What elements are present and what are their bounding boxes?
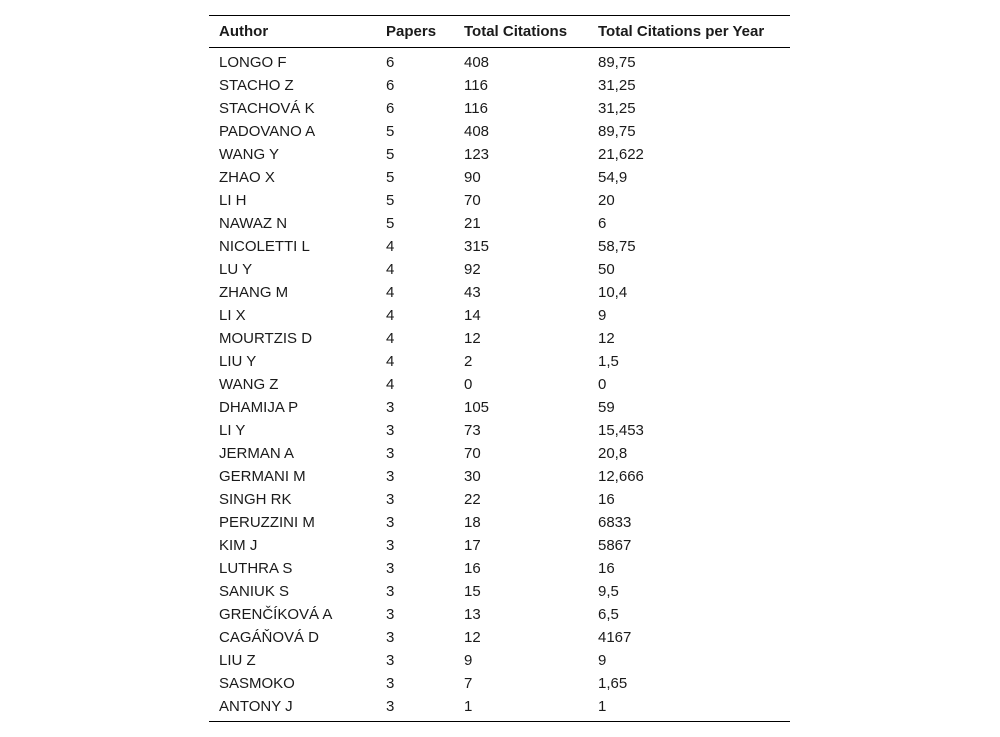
total-citations-cell: 9 (464, 652, 473, 669)
author-cell: STACHOVÁ K (219, 100, 315, 117)
table-row (209, 695, 790, 722)
total-citations-cell: 13 (464, 606, 481, 623)
table-row (209, 48, 790, 75)
citations-per-year-cell: 0 (598, 376, 607, 393)
author-cell: CAGÁŇOVÁ D (219, 629, 320, 646)
table-row (209, 465, 790, 488)
author-cell: LI H (219, 192, 247, 209)
papers-cell: 3 (386, 491, 395, 508)
total-citations-cell: 92 (464, 261, 481, 278)
citations-per-year-cell: 20 (598, 192, 615, 209)
papers-cell: 5 (386, 123, 395, 140)
table-row (209, 120, 790, 143)
author-cell: LI X (219, 307, 246, 324)
total-citations-cell: 22 (464, 491, 481, 508)
citations-per-year-cell: 58,75 (598, 238, 636, 255)
author-cell: GRENČÍKOVÁ A (219, 606, 333, 623)
total-citations-cell: 12 (464, 629, 481, 646)
table-row (209, 373, 790, 396)
author-cell: LIU Z (219, 652, 256, 669)
author-cell: NAWAZ N (219, 215, 288, 232)
citations-per-year-cell: 5867 (598, 537, 632, 554)
papers-cell: 5 (386, 215, 395, 232)
table-row (209, 350, 790, 373)
header-row (209, 16, 790, 48)
author-cell: KIM J (219, 537, 258, 554)
column-header-total-citations: Total Citations (464, 23, 568, 40)
column-header-papers: Papers (386, 23, 437, 40)
total-citations-cell: 18 (464, 514, 481, 531)
author-citations-table (209, 15, 790, 722)
author-cell: LU Y (219, 261, 253, 278)
papers-cell: 4 (386, 353, 395, 370)
table-body (209, 48, 790, 722)
total-citations-cell: 43 (464, 284, 481, 301)
author-cell: WANG Z (219, 376, 279, 393)
table-row (209, 534, 790, 557)
table-row (209, 672, 790, 695)
citations-per-year-cell: 10,4 (598, 284, 628, 301)
papers-cell: 6 (386, 100, 395, 117)
citations-per-year-cell: 20,8 (598, 445, 628, 462)
table-row (209, 166, 790, 189)
citations-per-year-cell: 6,5 (598, 606, 619, 623)
author-cell: NICOLETTI L (219, 238, 310, 255)
citations-per-year-cell: 1,5 (598, 353, 619, 370)
papers-cell: 3 (386, 537, 395, 554)
citations-per-year-cell: 89,75 (598, 54, 636, 71)
citations-per-year-cell: 12 (598, 330, 615, 347)
author-cell: LI Y (219, 422, 246, 439)
papers-cell: 6 (386, 77, 395, 94)
papers-cell: 3 (386, 583, 395, 600)
table-row (209, 258, 790, 281)
table-row (209, 419, 790, 442)
citations-per-year-cell: 89,75 (598, 123, 636, 140)
total-citations-cell: 12 (464, 330, 481, 347)
total-citations-cell: 14 (464, 307, 481, 324)
total-citations-cell: 408 (464, 123, 490, 140)
column-header-citations-per-year: Total Citations per Year (598, 23, 765, 40)
table-row (209, 304, 790, 327)
table-row (209, 143, 790, 166)
papers-cell: 3 (386, 698, 395, 715)
papers-cell: 4 (386, 284, 395, 301)
total-citations-cell: 0 (464, 376, 473, 393)
citations-per-year-cell: 9,5 (598, 583, 619, 600)
citations-per-year-cell: 6 (598, 215, 607, 232)
papers-cell: 6 (386, 54, 395, 71)
table-row (209, 442, 790, 465)
author-cell: DHAMIJA P (219, 399, 299, 416)
table-row (209, 396, 790, 419)
citations-per-year-cell: 16 (598, 560, 615, 577)
papers-cell: 3 (386, 652, 395, 669)
papers-cell: 4 (386, 261, 395, 278)
total-citations-cell: 116 (464, 100, 488, 117)
table-row (209, 235, 790, 258)
citations-per-year-cell: 9 (598, 307, 607, 324)
table-header (209, 16, 790, 48)
table-row (209, 189, 790, 212)
total-citations-cell: 30 (464, 468, 481, 485)
papers-cell: 3 (386, 399, 395, 416)
papers-cell: 4 (386, 376, 395, 393)
citations-per-year-cell: 12,666 (598, 468, 644, 485)
total-citations-cell: 70 (464, 445, 481, 462)
papers-cell: 5 (386, 192, 395, 209)
papers-cell: 4 (386, 238, 395, 255)
papers-cell: 3 (386, 422, 395, 439)
papers-cell: 4 (386, 307, 395, 324)
citations-per-year-cell: 15,453 (598, 422, 644, 439)
citations-per-year-cell: 4167 (598, 629, 632, 646)
table-row (209, 649, 790, 672)
citations-per-year-cell: 6833 (598, 514, 632, 531)
papers-cell: 3 (386, 514, 395, 531)
papers-cell: 3 (386, 606, 395, 623)
total-citations-cell: 73 (464, 422, 481, 439)
total-citations-cell: 105 (464, 399, 490, 416)
total-citations-cell: 315 (464, 238, 490, 255)
author-cell: GERMANI M (219, 468, 306, 485)
total-citations-cell: 16 (464, 560, 481, 577)
author-cell: PERUZZINI M (219, 514, 315, 531)
papers-cell: 5 (386, 146, 395, 163)
papers-cell: 5 (386, 169, 395, 186)
author-cell: ZHAO X (219, 169, 275, 186)
papers-cell: 3 (386, 675, 395, 692)
table-row (209, 327, 790, 350)
total-citations-cell: 15 (464, 583, 481, 600)
table-row (209, 97, 790, 120)
table-row (209, 557, 790, 580)
citations-per-year-cell: 21,622 (598, 146, 644, 163)
total-citations-cell: 2 (464, 353, 473, 370)
author-cell: WANG Y (219, 146, 280, 163)
citations-per-year-cell: 31,25 (598, 100, 636, 117)
author-cell: JERMAN A (219, 445, 295, 462)
table-row (209, 626, 790, 649)
author-cell: LONGO F (219, 54, 287, 71)
author-cell: SASMOKO (219, 675, 295, 692)
citations-per-year-cell: 54,9 (598, 169, 628, 186)
citations-per-year-cell: 59 (598, 399, 615, 416)
author-cell: LUTHRA S (219, 560, 293, 577)
papers-cell: 4 (386, 330, 395, 347)
table-row (209, 212, 790, 235)
total-citations-cell: 7 (464, 675, 473, 692)
citations-per-year-cell: 16 (598, 491, 615, 508)
papers-cell: 3 (386, 629, 395, 646)
papers-cell: 3 (386, 445, 395, 462)
total-citations-cell: 90 (464, 169, 481, 186)
citations-per-year-cell: 31,25 (598, 77, 636, 94)
table-row (209, 488, 790, 511)
table-row (209, 281, 790, 304)
total-citations-cell: 123 (464, 146, 490, 163)
citations-per-year-cell: 1 (598, 698, 607, 715)
citations-per-year-cell: 1,65 (598, 675, 628, 692)
table-row (209, 74, 790, 97)
total-citations-cell: 70 (464, 192, 481, 209)
table-row (209, 511, 790, 534)
author-cell: ANTONY J (219, 698, 293, 715)
column-header-author: Author (219, 23, 269, 40)
citations-per-year-cell: 50 (598, 261, 615, 278)
author-cell: LIU Y (219, 353, 257, 370)
author-cell: MOURTZIS D (219, 330, 313, 347)
total-citations-cell: 17 (464, 537, 481, 554)
author-cell: SANIUK S (219, 583, 290, 600)
author-cell: STACHO Z (219, 77, 294, 94)
total-citations-cell: 1 (464, 698, 473, 715)
total-citations-cell: 408 (464, 54, 490, 71)
total-citations-cell: 21 (464, 215, 481, 232)
citations-per-year-cell: 9 (598, 652, 607, 669)
author-cell: ZHANG M (219, 284, 289, 301)
author-cell: PADOVANO A (219, 123, 316, 140)
papers-cell: 3 (386, 560, 395, 577)
papers-cell: 3 (386, 468, 395, 485)
table-row (209, 603, 790, 626)
table-row (209, 580, 790, 603)
total-citations-cell: 116 (464, 77, 488, 94)
author-cell: SINGH RK (219, 491, 292, 508)
author-citations-table-container (209, 15, 790, 722)
